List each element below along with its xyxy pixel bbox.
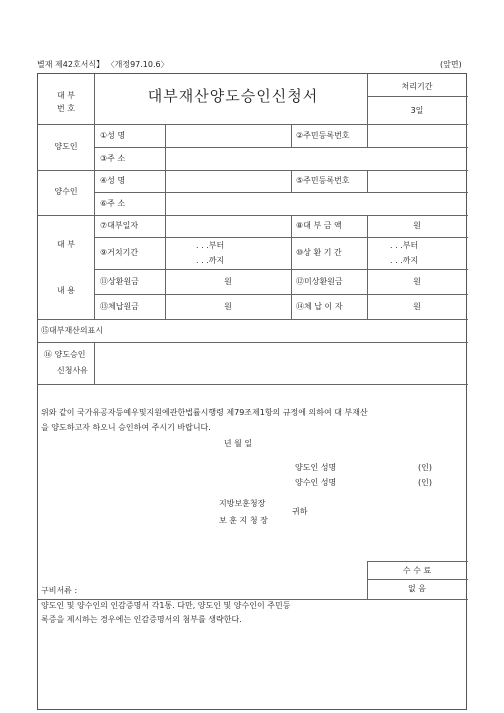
transfer-reason-label-1: ⑯ 양도승인: [44, 350, 86, 359]
page-side: (앞면): [440, 60, 462, 69]
recipient-suffix: 귀하: [292, 507, 308, 516]
loan-date-label: ⑦대부일자: [100, 221, 139, 230]
page-title: 대부재산양도승인신청서: [147, 87, 319, 105]
loan-details-label-top: 대 부: [57, 240, 75, 249]
grace-period-to: . . .까지: [196, 256, 225, 265]
transferor-name-label: ①성 명: [100, 131, 126, 140]
repayment-period-to: . . .까지: [390, 256, 419, 265]
repaid-principal-unit: 원: [224, 277, 232, 286]
transferee-address-label: ⑥주 소: [100, 199, 126, 208]
unrepaid-principal-label: ⑫미상환원금: [296, 277, 343, 286]
overdue-principal-label: ⑬체납원금: [100, 302, 139, 311]
recipient-line-1: 지방보훈청장: [219, 499, 266, 508]
repayment-period-label: ⑩상 환 기 간: [296, 248, 342, 257]
required-docs-title: 구비서류 :: [41, 586, 78, 595]
statement-line-1: 위와 같이 국가유공자등예우및지원에관한법률시행령 제79조제1항의 규정에 의하여 대 부재산: [41, 408, 368, 417]
transferee-rrn-label: ⑤주민등록번호: [296, 176, 350, 185]
transferee-sign: 양수인 성명: [295, 478, 337, 487]
fee-value: 없 음: [408, 584, 426, 593]
required-docs-line-2: 록증을 제시하는 경우에는 인감증명서의 첨부를 생략한다.: [41, 615, 242, 624]
transferee-seal: (인): [418, 478, 432, 487]
loan-amount-unit: 원: [413, 221, 421, 230]
unrepaid-principal-unit: 원: [413, 277, 421, 286]
statement-line-2: 을 양도하고자 하오니 승인하여 주시기 바랍니다.: [41, 423, 211, 432]
repaid-principal-label: ⑪상환원금: [100, 277, 139, 286]
transferor-address-label: ③주 소: [100, 154, 126, 163]
application-form: [37, 73, 467, 710]
loan-amount-label: ⑧대 부 금 액: [296, 221, 342, 230]
form-number: 별재 제42호서식】 〈개정97.10.6〉: [37, 60, 169, 69]
repayment-period-from: . . .부터: [390, 241, 419, 250]
property-description-label: ⑮대부재산의표시: [41, 326, 104, 335]
transferor-sign: 양도인 성명: [295, 463, 337, 472]
loan-details-label-bottom: 내 용: [57, 286, 75, 295]
transferor-seal: (인): [418, 463, 432, 472]
transferee-name-label: ④성 명: [100, 176, 126, 185]
transfer-reason-label-2: 신청사유: [57, 366, 88, 375]
transferor-label: 양도인: [54, 142, 78, 151]
overdue-interest-unit: 원: [413, 302, 421, 311]
fee-label: 수 수 료: [402, 566, 432, 575]
loan-number-label: 대 부 번 호: [57, 91, 75, 113]
date-line: 년 월 일: [223, 439, 253, 448]
overdue-principal-unit: 원: [224, 302, 232, 311]
transferor-rrn-label: ②주민등록번호: [296, 131, 350, 140]
required-docs-line-1: 양도인 및 양수인의 인감증명서 각1통. 다만, 양도인 및 양수인이 주민등: [41, 601, 291, 610]
transferee-label: 양수인: [54, 187, 78, 196]
overdue-interest-label: ⑭체 납 이 자: [296, 302, 343, 311]
recipient-line-2: 보 훈 지 청 장: [219, 516, 268, 525]
grace-period-from: . . .부터: [196, 241, 225, 250]
processing-period-label: 처리기간: [401, 82, 433, 91]
grace-period-label: ⑨거치기간: [100, 248, 139, 257]
processing-period-value: 3일: [410, 106, 424, 115]
